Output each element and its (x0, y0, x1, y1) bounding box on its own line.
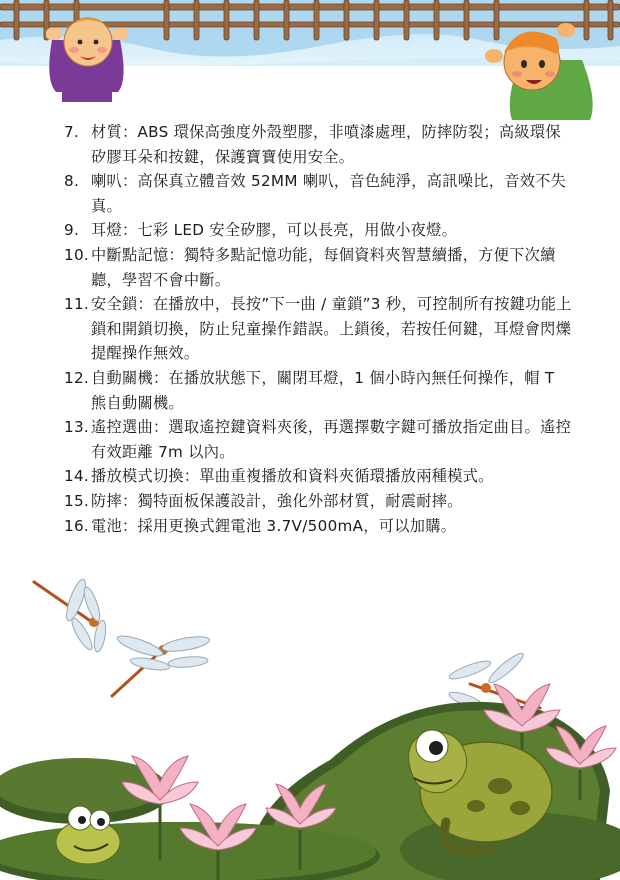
item-text: 安全鎖：在播放中，長按”下一曲 / 童鎖”3 秒，可控制所有按鍵功能上鎖和開鎖切換，防止兒童操作錯誤。上鎖後，若按任何鍵，耳燈會閃爍提醒操作無效。 (91, 295, 572, 363)
item-number: 8. (64, 172, 80, 191)
item-number: 12. (64, 368, 90, 387)
list-item (64, 366, 574, 415)
item-text: 喇叭：高保真立體音效 52MM 喇叭，音色純淨，高訊噪比，音效不失真。 (91, 172, 567, 215)
item-number: 14. (64, 467, 90, 486)
top-illustration (0, 0, 620, 120)
list-item (64, 514, 574, 539)
list-item (64, 415, 574, 464)
list-item (64, 169, 574, 218)
item-number: 10. (64, 245, 90, 264)
feature-list (64, 120, 574, 538)
item-number: 11. (64, 295, 90, 314)
dragonfly-icon (34, 577, 108, 652)
item-text: 中斷點記憶：獨特多點記憶功能，每個資料夾智慧續播，方便下次續聽，學習不會中斷。 (91, 245, 556, 289)
list-item (64, 489, 574, 514)
item-text: 防摔：獨特面板保護設計，強化外部材質，耐震耐摔。 (91, 491, 463, 510)
item-number: 15. (64, 491, 90, 510)
item-number: 7. (64, 123, 80, 141)
item-number: 9. (64, 221, 80, 240)
list-item (64, 243, 574, 292)
list-item (64, 292, 574, 366)
item-text: 材質：ABS 環保高強度外殼塑膠，非噴漆處理，防摔防裂；高級環保矽膠耳朵和按鍵，保護寶寶使用安全。 (91, 123, 561, 166)
list-item (64, 218, 574, 243)
dragonfly-icon (112, 632, 211, 696)
list-item (64, 120, 574, 169)
item-text: 電池：採用更換式鋰電池 3.7V/500mA，可以加購。 (91, 516, 457, 535)
item-text: 耳燈：七彩 LED 安全矽膠，可以長亮，用做小夜燈。 (91, 221, 458, 240)
item-text: 遙控選曲：選取遙控鍵資料夾後，再選擇數字鍵可播放指定曲目。遙控有效距離 7m 以內。 (91, 418, 572, 461)
item-number: 13. (64, 418, 90, 437)
item-number: 16. (64, 516, 90, 535)
bottom-illustration (0, 560, 620, 880)
item-text: 自動關機：在播放狀態下，關閉耳燈，1 個小時內無任何操作，帽 T 熊自動關機。 (91, 368, 555, 412)
list-item (64, 464, 574, 489)
item-text: 播放模式切換：單曲重複播放和資料夾循環播放兩種模式。 (91, 467, 494, 486)
left-child-figure (46, 18, 128, 102)
